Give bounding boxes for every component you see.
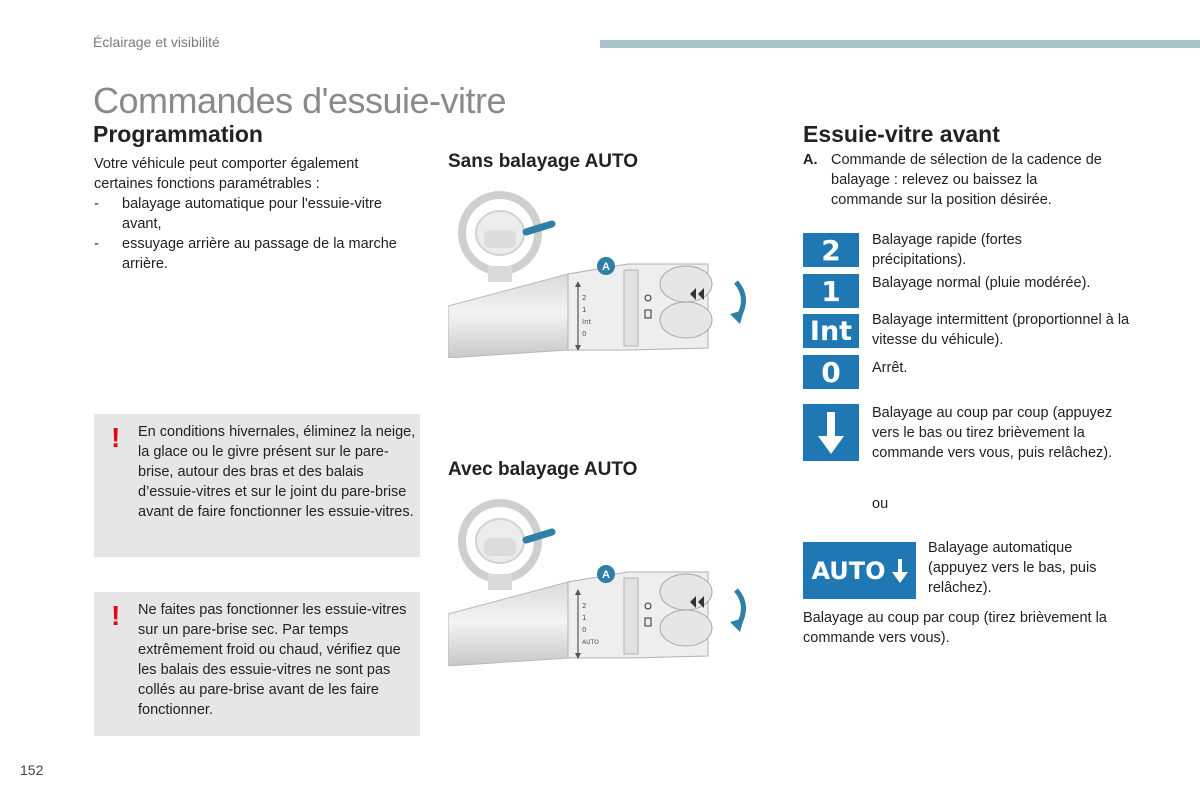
auto-key-label: AUTO (811, 556, 886, 585)
page-number: 152 (20, 762, 44, 778)
warning-box-dry (94, 592, 420, 736)
programmation-list (94, 194, 414, 274)
arrow-down-icon (816, 410, 846, 456)
position-2-desc: Balayage rapide (fortes précipitations). (872, 232, 1022, 268)
programmation-intro: Votre véhicule peut comporter également certaines fonctions paramétrables : (94, 156, 359, 192)
svg-text:1: 1 (582, 306, 587, 314)
svg-text:2: 2 (582, 602, 587, 610)
warning-icon: ! (111, 422, 121, 453)
avec-auto-heading: Avec balayage AUTO (448, 459, 638, 480)
position-1-desc: Balayage normal (pluie modérée). (872, 275, 1091, 291)
single-wipe-desc: Balayage au coup par coup (appuyez vers le bas ou tirez brièvement la commande vers vous, puis relâchez). (872, 405, 1113, 461)
position-0-key: 0 (803, 355, 859, 389)
warning-icon: ! (111, 600, 121, 631)
header-bar (600, 40, 1200, 48)
section-header: Éclairage et visibilité (93, 34, 220, 50)
position-1-key: 1 (803, 274, 859, 308)
callout-a-label: A (602, 569, 610, 581)
programmation-text (94, 154, 414, 274)
page-title: Commandes d'essuie-vitre (93, 80, 507, 121)
arrow-down-icon (892, 558, 908, 584)
svg-text:0: 0 (582, 330, 587, 338)
single-wipe-key (803, 404, 859, 461)
warning-text: En conditions hivernales, éliminez la neige, la glace ou le givre présent sur le pare-brise, autour des bras et des balais d’essuie-vitres et sur le joint du pare-brise avant de faire fonctionner les essuie-vitres. (138, 424, 416, 520)
svg-text:1: 1 (582, 614, 587, 622)
command-letter: A. (803, 152, 818, 168)
position-int-desc: Balayage intermittent (proportionnel à la vitesse du véhicule). (872, 312, 1130, 348)
position-2-key: 2 (803, 233, 859, 267)
list-item: - essuyage arrière au passage de la marche arrière. (94, 236, 397, 272)
warning-box-winter (94, 414, 420, 557)
wiper-stalk-illustration-sans-auto (448, 188, 760, 358)
auto-desc: Balayage automatique (appuyez vers le bas, puis relâchez). (928, 540, 1097, 596)
steering-wheel-icon (462, 195, 552, 282)
essuie-avant-heading: Essuie-vitre avant (803, 121, 1000, 147)
or-text: ou (872, 496, 889, 512)
auto-scale-label: AUTO (582, 639, 599, 646)
single-wipe-footer: Balayage au coup par coup (tirez brièvement la commande vers vous). (803, 610, 1107, 646)
steering-wheel-icon (462, 503, 552, 590)
auto-key (803, 542, 916, 599)
position-0-desc: Arrêt. (872, 360, 908, 376)
wiper-stalk-illustration-avec-auto (448, 496, 760, 666)
position-int-key: Int (803, 314, 859, 348)
command-description: Commande de sélection de la cadence de balayage : relevez ou baissez la commande sur la position désirée. (831, 152, 1102, 208)
sans-auto-heading: Sans balayage AUTO (448, 151, 639, 172)
svg-text:0: 0 (582, 626, 587, 634)
warning-text: Ne faites pas fonctionner les essuie-vitres sur un pare-brise sec. Par temps extrêmement froid ou chaud, vérifiez que les balais des essuie-vitres ne sont pas collés au pare-brise avant de les faire fonctionner. (138, 602, 407, 718)
programmation-heading: Programmation (93, 121, 263, 147)
svg-text:Int: Int (582, 318, 592, 326)
svg-text:2: 2 (582, 294, 587, 302)
callout-a-label: A (602, 261, 610, 273)
list-item: - balayage automatique pour l'essuie-vitre avant, (94, 196, 382, 232)
